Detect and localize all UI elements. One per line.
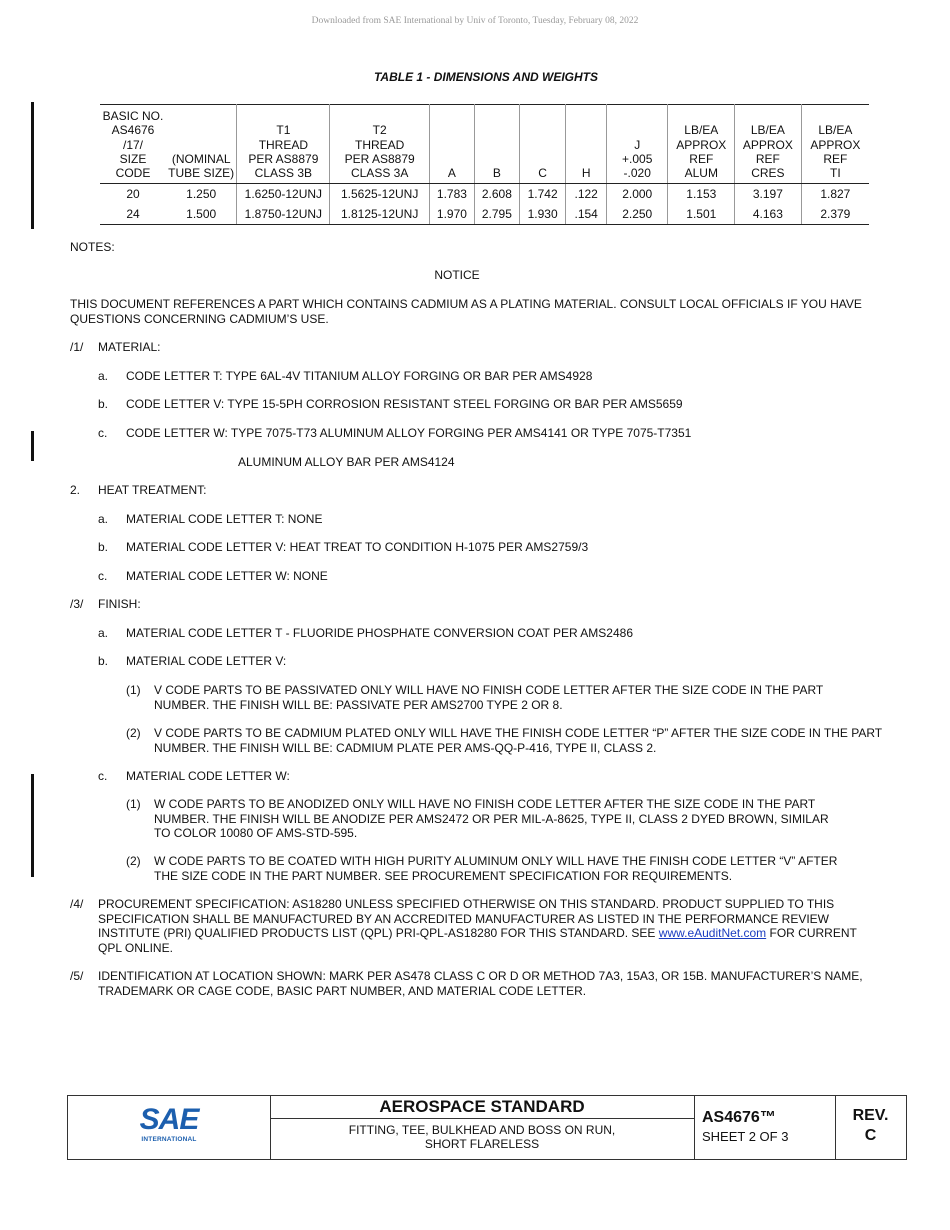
table-cell: 1.783 xyxy=(429,184,474,205)
finish-w-title: MATERIAL CODE LETTER W: xyxy=(126,769,290,783)
table-cell: 1.250 xyxy=(166,184,237,205)
table-cell: 1.742 xyxy=(519,184,566,205)
revision-cell xyxy=(835,1096,906,1159)
column-header: LB/EA APPROX REF ALUM xyxy=(668,105,735,184)
table-cell: 1.8750-12UNJ xyxy=(237,204,330,225)
heat-treat-t: MATERIAL CODE LETTER T: NONE xyxy=(126,512,323,526)
heat-treat-v: MATERIAL CODE LETTER V: HEAT TREAT TO CONDITION H-1075 PER AMS2759/3 xyxy=(126,540,589,554)
sheet-number: SHEET 2 OF 3 xyxy=(702,1129,789,1144)
revision-bar xyxy=(31,774,34,877)
material-code-v: CODE LETTER V: TYPE 15-5PH CORROSION RESISTANT STEEL FORGING OR BAR PER AMS5659 xyxy=(126,397,683,411)
item-label: b. xyxy=(98,540,109,554)
table-cell: 2.379 xyxy=(801,204,869,225)
subtitle-line: FITTING, TEE, BULKHEAD AND BOSS ON RUN, xyxy=(348,1123,616,1137)
procurement-text: PROCUREMENT SPECIFICATION: AS18280 UNLESS SPECIFIED OTHERWISE ON THIS STANDARD. PRODUCT SUPPLIED TO THIS SPECIFICATION SHALL BE MANUFACTURED BY AN ACCREDITED MANUFACTURER AS LISTED IN THE PERFORMANCE REVIEW INSTITUTE (PRI) QUALIFIED PRODUCTS LIST (QPL) PRI-QPL-AS18280 FOR THIS STANDARD. SEE xyxy=(98,897,835,940)
material-code-w: CODE LETTER W: TYPE 7075-T73 ALUMINUM ALLOY FORGING PER AMS4141 OR TYPE 7075-T7351 xyxy=(126,426,692,440)
revision-bar xyxy=(31,102,34,229)
column-header: C xyxy=(519,105,566,184)
finish-w-anodize: W CODE PARTS TO BE ANODIZED ONLY WILL HAVE NO FINISH CODE LETTER AFTER THE SIZE CODE IN THE PART NUMBER. THE FINISH WILL BE ANODIZE PER AMS2472 OR PER MIL-A-8625, TYPE II, CLASS 2 DYED BROWN, SIMILAR TO COLOR 10080 OF AMS-STD-595. xyxy=(154,797,829,840)
note-number: /4/ xyxy=(70,897,84,911)
finish-v-cadmium: V CODE PARTS TO BE CADMIUM PLATED ONLY WILL HAVE THE FINISH CODE LETTER “P” AFTER THE SIZE CODE IN THE PART NUMBER. THE FINISH WILL BE: CADMIUM PLATE PER AMS-QQ-P-416, TYPE II, CLASS 2. xyxy=(154,726,882,755)
subtitle-line: SHORT FLARELESS xyxy=(424,1137,540,1151)
table-cell: 2.000 xyxy=(606,184,668,205)
column-header: BASIC NO. AS4676 /17/ SIZE CODE xyxy=(100,105,166,184)
table-cell: 1.8125-12UNJ xyxy=(330,204,430,225)
table-cell: 1.6250-12UNJ xyxy=(237,184,330,205)
notice-heading: NOTICE xyxy=(434,268,480,282)
revision-label: REV. xyxy=(852,1107,889,1124)
table-cell: 4.163 xyxy=(735,204,802,225)
finish-t: MATERIAL CODE LETTER T - FLUORIDE PHOSPHATE CONVERSION COAT PER AMS2486 xyxy=(126,626,633,640)
note-number: /1/ xyxy=(70,340,84,354)
item-label: b. xyxy=(98,397,109,411)
table-row xyxy=(100,204,869,225)
sae-logo-text: SAE xyxy=(139,1103,199,1136)
finish-v-passivate: V CODE PARTS TO BE PASSIVATED ONLY WILL HAVE NO FINISH CODE LETTER AFTER THE SIZE CODE IN THE PART NUMBER. THE FINISH WILL BE: PASSIVATE PER AMS2700 TYPE 2 OR 8. xyxy=(154,683,824,712)
column-header: T2 THREAD PER AS8879 CLASS 3A xyxy=(330,105,430,184)
title-block xyxy=(67,1095,907,1160)
table-cell: .154 xyxy=(566,204,606,225)
item-label: a. xyxy=(98,512,109,526)
table-cell: 1.970 xyxy=(429,204,474,225)
table-cell: 2.608 xyxy=(474,184,519,205)
table-cell: 2.250 xyxy=(606,204,668,225)
column-header: A xyxy=(429,105,474,184)
column-header: (NOMINAL TUBE SIZE) xyxy=(166,105,237,184)
title-cell xyxy=(270,1096,695,1159)
finish-v-title: MATERIAL CODE LETTER V: xyxy=(126,654,287,668)
sae-logo-subtext: INTERNATIONAL xyxy=(141,1136,197,1143)
notice-text: THIS DOCUMENT REFERENCES A PART WHICH CONTAINS CADMIUM AS A PLATING MATERIAL. CONSULT LOCAL OFFICIALS IF YOU HAVE QUESTIONS CONCERNING CADMIUM’S USE. xyxy=(70,297,862,326)
table-cell: 2.795 xyxy=(474,204,519,225)
notes-heading: NOTES: xyxy=(70,240,115,254)
table-cell: 1.827 xyxy=(820,187,851,202)
column-header: H xyxy=(566,105,606,184)
note-number: 2. xyxy=(70,483,81,497)
item-label: c. xyxy=(98,426,108,440)
heat-treat-w: MATERIAL CODE LETTER W: NONE xyxy=(126,569,328,583)
sub-item-label: (1) xyxy=(126,797,141,811)
column-header: J +.005 -.020 xyxy=(606,105,668,184)
note-number: /5/ xyxy=(70,969,84,983)
sub-item-label: (2) xyxy=(126,726,141,740)
document-number-cell xyxy=(694,1096,836,1159)
sub-item-label: (2) xyxy=(126,854,141,868)
table-header-row xyxy=(100,105,869,184)
note-number: /3/ xyxy=(70,597,84,611)
note-heat-treatment-title: HEAT TREATMENT: xyxy=(98,483,207,497)
table-cell: 1.500 xyxy=(166,204,237,225)
item-label: a. xyxy=(98,626,109,640)
identification-note: IDENTIFICATION AT LOCATION SHOWN: MARK PER AS478 CLASS C OR D OR METHOD 7A3, 15A3, OR 15B. MANUFACTURER’S NAME, TRADEMARK OR CAGE CODE, BASIC PART NUMBER, AND MATERIAL CODE LETTER. xyxy=(98,969,863,998)
finish-w-aluminum-coat: W CODE PARTS TO BE COATED WITH HIGH PURITY ALUMINUM ONLY WILL HAVE THE FINISH CODE LETTER “V” AFTER THE SIZE CODE IN THE PART NUMBER. SEE PROCUREMENT SPECIFICATION FOR REQUIREMENTS. xyxy=(154,854,838,883)
note-material-title: MATERIAL: xyxy=(98,340,161,354)
table-cell: 1.501 xyxy=(668,204,735,225)
column-header: B xyxy=(474,105,519,184)
table-cell: 1.153 xyxy=(668,184,735,205)
dimensions-table xyxy=(100,104,869,225)
procurement-tail: FOR CURRENT QPL ONLINE. xyxy=(98,926,857,955)
revision-value: C xyxy=(864,1127,877,1144)
table-cell: 24 xyxy=(100,204,166,225)
standard-heading: AEROSPACE STANDARD xyxy=(270,1096,694,1119)
revision-bar xyxy=(31,431,34,461)
column-header: LB/EA APPROX REF CRES xyxy=(735,105,802,184)
item-label: b. xyxy=(98,654,109,668)
document-number: AS4676™ xyxy=(702,1109,776,1126)
eauditnet-link[interactable]: www.eAuditNet.com xyxy=(658,926,767,940)
column-header: LB/EA APPROX REF TI xyxy=(801,105,869,184)
table-cell: 3.197 xyxy=(735,184,802,205)
table-cell: 20 xyxy=(126,187,140,202)
table-cell: .122 xyxy=(566,184,606,205)
document-subtitle xyxy=(270,1123,694,1151)
table-row xyxy=(100,184,869,205)
sub-item-label: (1) xyxy=(126,683,141,697)
item-label: c. xyxy=(98,769,108,783)
table-cell: 1.930 xyxy=(519,204,566,225)
download-watermark: Downloaded from SAE International by Univ of Toronto, Tuesday, February 08, 2022 xyxy=(311,16,639,26)
sae-logo xyxy=(136,1105,202,1144)
material-code-t: CODE LETTER T: TYPE 6AL-4V TITANIUM ALLOY FORGING OR BAR PER AMS4928 xyxy=(126,369,593,383)
note-finish-title: FINISH: xyxy=(98,597,141,611)
item-label: c. xyxy=(98,569,108,583)
sae-logo-cell xyxy=(68,1096,271,1159)
material-code-w-cont: ALUMINUM ALLOY BAR PER AMS4124 xyxy=(238,455,455,469)
table-title: TABLE 1 - DIMENSIONS AND WEIGHTS xyxy=(373,70,598,84)
column-header: T1 THREAD PER AS8879 CLASS 3B xyxy=(237,105,330,184)
procurement-specification xyxy=(98,897,880,955)
table-cell: 1.5625-12UNJ xyxy=(330,184,430,205)
item-label: a. xyxy=(98,369,109,383)
